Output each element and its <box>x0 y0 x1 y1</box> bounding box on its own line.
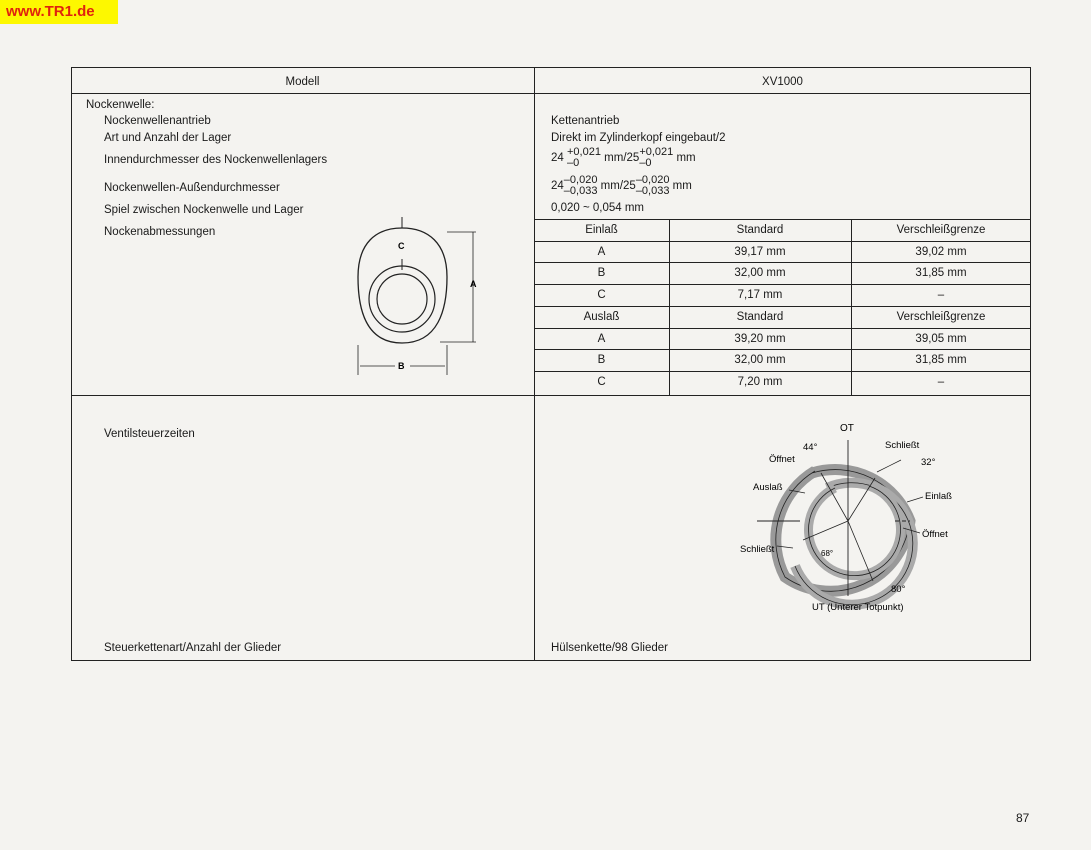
vt-oeffnet-top: Öffnet <box>769 454 795 465</box>
subtable-line <box>534 262 1031 263</box>
value-bearing-bore <box>551 145 696 171</box>
intake-row-b-name: B <box>597 267 606 279</box>
bore-b-tolerance: +0,021 –0 <box>639 145 674 169</box>
subtable-line <box>534 241 1031 242</box>
value-outer-diameter <box>551 173 692 199</box>
intake-row-b-standard: 32,00 mm <box>734 267 786 279</box>
label-cam-dimensions: Nockenabmessungen <box>104 226 216 238</box>
subtable-line <box>534 349 1031 350</box>
cam-label-a: A <box>470 279 477 289</box>
vt-schliesst-top: Schließt <box>885 440 920 451</box>
label-outer-diameter: Nockenwellen-Außendurchmesser <box>104 182 280 194</box>
vt-oeffnet-right: Öffnet <box>922 529 948 540</box>
label-valve-timing: Ventilsteuerzeiten <box>104 428 195 440</box>
bore-a-tolerance: +0,021 –0 <box>567 145 601 169</box>
col-standard: Standard <box>736 224 784 236</box>
bore-unit: mm <box>676 152 696 164</box>
subtable-line <box>534 284 1031 285</box>
bore-a-base: 24 <box>551 152 564 164</box>
intake-row-a-standard: 39,17 mm <box>734 246 786 258</box>
label-drive: Nockenwellenantrieb <box>104 115 211 127</box>
intake-row-c-limit: – <box>937 289 945 301</box>
vt-schliesst-left: Schließt <box>740 544 775 555</box>
vt-deg44: 44° <box>803 442 818 453</box>
subtable-line <box>534 328 1031 329</box>
model-label: Modell <box>285 76 320 88</box>
intake-row-c-standard: 7,17 mm <box>737 289 783 301</box>
cam-label-c: C <box>398 241 405 251</box>
intake-row-b-limit: 31,85 mm <box>915 267 967 279</box>
vt-einlass: Einlaß <box>925 491 952 502</box>
exhaust-row-b-standard: 32,00 mm <box>734 354 786 366</box>
cam-lobe-diagram <box>340 215 500 380</box>
model-value: XV1000 <box>762 76 803 88</box>
header-divider <box>71 93 1031 94</box>
vt-deg80: 80° <box>891 584 906 595</box>
od-a-tolerance: –0,020 –0,033 <box>563 173 598 197</box>
exhaust-row-a-standard: 39,20 mm <box>734 333 786 345</box>
watermark-logo: www.TR1.de <box>0 0 118 24</box>
camshaft-section-title: Nockenwelle: <box>86 99 155 111</box>
col-wear-limit: Verschleißgrenze <box>896 224 986 236</box>
bore-mid: mm/25 <box>604 152 640 164</box>
row-divider <box>71 395 1031 396</box>
exhaust-row-a-limit: 39,05 mm <box>915 333 967 345</box>
subtable-top <box>534 219 1031 220</box>
exhaust-row-a-name: A <box>597 333 606 345</box>
vt-auslass: Auslaß <box>753 482 783 493</box>
intake-row-a-name: A <box>597 246 606 258</box>
exhaust-row-b-name: B <box>597 354 606 366</box>
od-unit: mm <box>672 180 692 192</box>
value-bearing-type: Direkt im Zylinderkopf eingebaut/2 <box>551 132 726 144</box>
intake-label: Einlaß <box>585 224 618 236</box>
value-clearance: 0,020 ~ 0,054 mm <box>551 202 645 214</box>
exhaust-row-b-limit: 31,85 mm <box>915 354 967 366</box>
page-number: 87 <box>1016 811 1030 825</box>
col-wear-limit: Verschleißgrenze <box>896 311 986 323</box>
intake-row-c-name: C <box>597 289 606 301</box>
cam-label-b: B <box>398 361 405 371</box>
od-a-base: 24 <box>551 180 564 192</box>
label-chain: Steuerkettenart/Anzahl der Glieder <box>104 642 282 654</box>
od-mid: mm/25 <box>600 180 636 192</box>
value-drive: Kettenantrieb <box>551 115 620 127</box>
vt-deg68: 68° <box>821 549 834 558</box>
subtable-line <box>534 306 1031 307</box>
valve-timing-diagram <box>735 418 985 618</box>
label-bearing-bore: Innendurchmesser des Nockenwellenlagers <box>104 154 328 166</box>
od-b-tolerance: –0,020 –0,033 <box>635 173 670 197</box>
exhaust-row-c-name: C <box>597 376 606 388</box>
vt-ot: OT <box>840 423 854 434</box>
exhaust-row-c-limit: – <box>937 376 945 388</box>
vt-deg32: 32° <box>921 457 936 468</box>
label-bearing-type: Art und Anzahl der Lager <box>104 132 232 144</box>
exhaust-row-c-standard: 7,20 mm <box>737 376 783 388</box>
value-chain: Hülsenkette/98 Glieder <box>551 642 668 654</box>
label-clearance: Spiel zwischen Nockenwelle und Lager <box>104 204 304 216</box>
subtable-line <box>534 371 1031 372</box>
vt-ut: UT (Unterer Totpunkt) <box>812 602 904 613</box>
exhaust-label: Auslaß <box>583 311 620 323</box>
intake-row-a-limit: 39,02 mm <box>915 246 967 258</box>
col-standard: Standard <box>736 311 784 323</box>
